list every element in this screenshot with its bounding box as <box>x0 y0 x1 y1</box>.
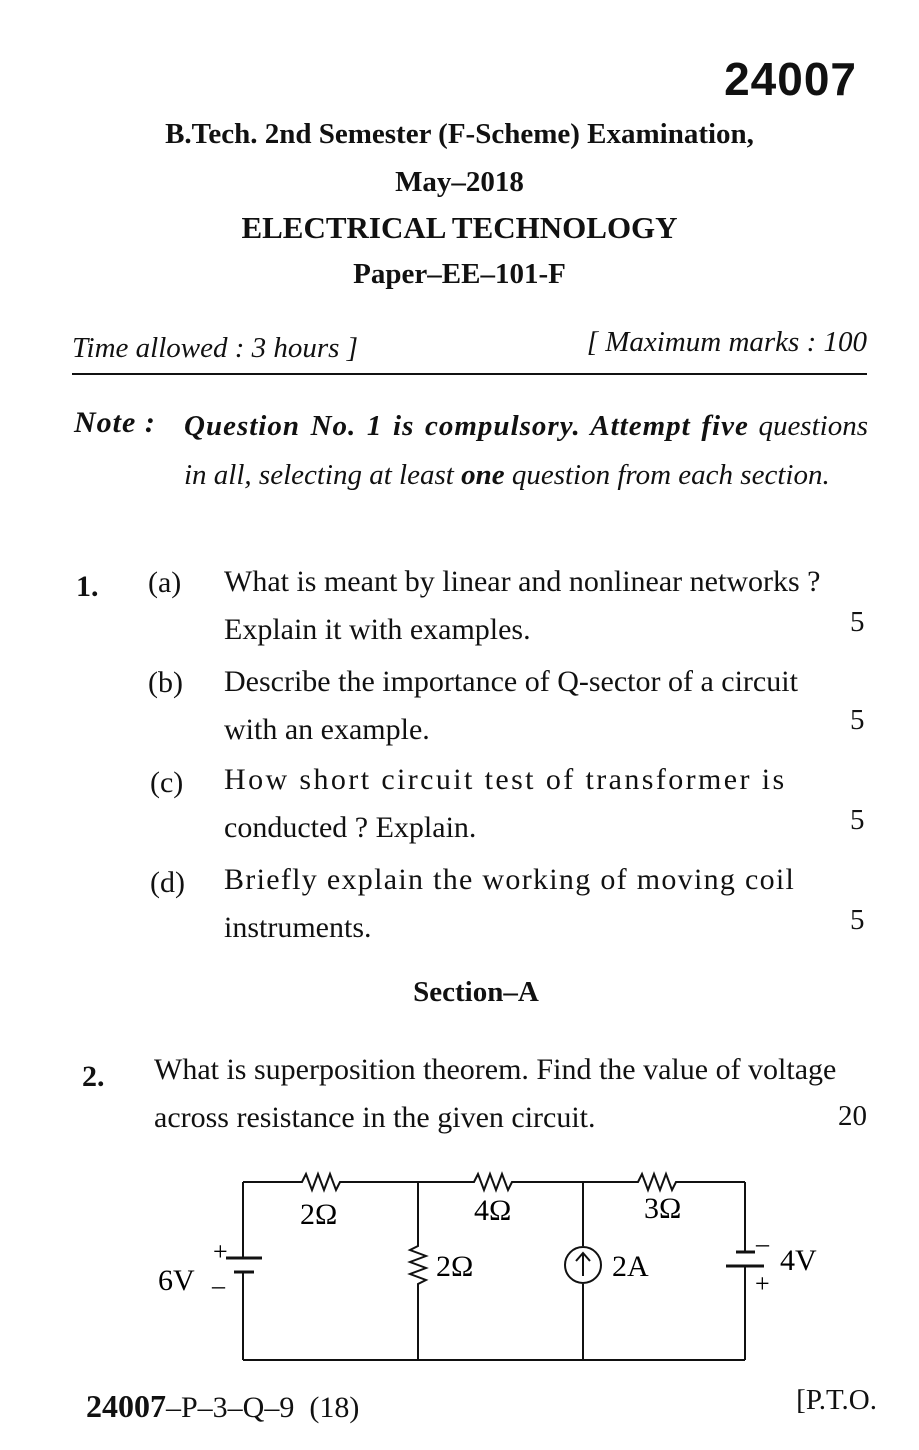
resistor-r3-label: 3Ω <box>644 1192 682 1225</box>
section-a-heading: Section–A <box>413 976 539 1008</box>
left-plus-sign: + <box>213 1237 228 1266</box>
q1-part-d-line1: Briefly explain the working of moving coil <box>224 863 796 896</box>
note-bold-text: Question No. 1 is compulsory. Attempt five <box>184 410 749 442</box>
right-voltage-label: 4V <box>780 1244 817 1277</box>
arrow-up-icon <box>576 1253 590 1276</box>
note-emphasis: one <box>461 459 505 491</box>
q1-part-c-marks: 5 <box>850 804 865 836</box>
current-source-label: 2A <box>612 1250 649 1283</box>
resistor-r2-label: 4Ω <box>474 1194 512 1227</box>
left-voltage-label: 6V <box>158 1264 195 1297</box>
q1-part-b-label: (b) <box>148 666 183 699</box>
q2-line2: across resistance in the given circuit. <box>154 1101 596 1134</box>
footer-code-bold: 24007 <box>86 1388 166 1424</box>
time-allowed: Time allowed : 3 hours ] <box>72 332 358 364</box>
shunt-resistor-label: 2Ω <box>436 1250 474 1283</box>
q2-marks: 20 <box>838 1100 867 1132</box>
q1-part-d-line2: instruments. <box>224 911 372 944</box>
exam-session: May–2018 <box>395 166 524 198</box>
q1-part-b-line2: with an example. <box>224 713 430 746</box>
question-1-number: 1. <box>76 570 99 603</box>
q1-part-b-line1: Describe the importance of Q-sector of a circuit <box>224 665 798 698</box>
please-turn-over: [P.T.O. <box>796 1384 877 1416</box>
q1-part-b-marks: 5 <box>850 704 865 736</box>
q1-part-c-label: (c) <box>150 766 184 799</box>
question-2-number: 2. <box>82 1060 105 1093</box>
right-minus-sign: – <box>756 1229 769 1258</box>
footer-code-rest: –P–3–Q–9 (18) <box>166 1391 360 1424</box>
maximum-marks: [ Maximum marks : 100 <box>586 326 867 358</box>
q1-part-a-line2: Explain it with examples. <box>224 613 531 646</box>
exam-title: B.Tech. 2nd Semester (F-Scheme) Examination, <box>165 118 754 150</box>
q1-part-a-line1: What is meant by linear and nonlinear networks ? <box>224 565 821 598</box>
note-text-part2: question from each section. <box>504 459 830 491</box>
right-plus-sign: + <box>755 1269 770 1298</box>
paper-code: 24007 <box>724 53 857 105</box>
footer-paper-code <box>86 1388 359 1425</box>
resistor-r1-label: 2Ω <box>300 1198 338 1231</box>
note-label: Note : <box>74 406 156 439</box>
q1-part-d-label: (d) <box>150 866 185 899</box>
shunt-resistor <box>410 1182 426 1360</box>
q1-part-a-label: (a) <box>148 566 182 599</box>
paper-number: Paper–EE–101-F <box>353 258 566 290</box>
q2-line1: What is superposition theorem. Find the value of voltage <box>154 1053 837 1086</box>
q1-part-c-line2: conducted ? Explain. <box>224 811 477 844</box>
note-text-part1: questions in all, selecting at least <box>184 410 868 491</box>
left-minus-sign: – <box>212 1271 225 1300</box>
q1-part-c-line1: How short circuit test of transformer is <box>224 763 787 796</box>
top-wire <box>243 1174 745 1190</box>
q1-part-d-marks: 5 <box>850 904 865 936</box>
q1-part-a-marks: 5 <box>850 606 865 638</box>
subject-title: ELECTRICAL TECHNOLOGY <box>241 210 678 245</box>
